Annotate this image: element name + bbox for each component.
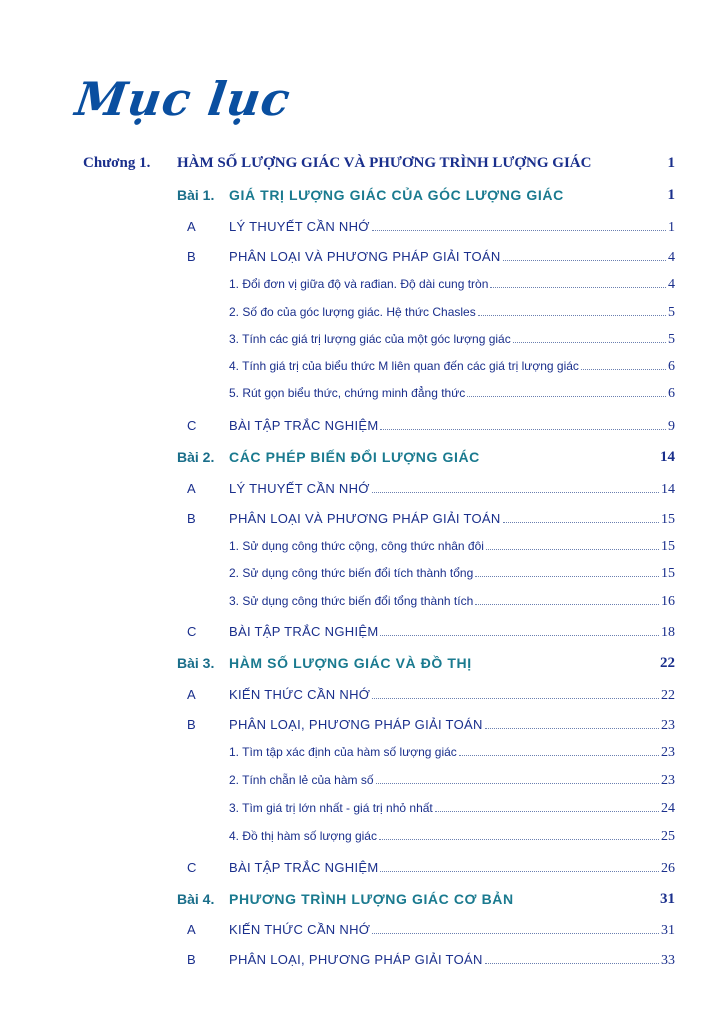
lesson-label: Bài 2.: [177, 449, 215, 465]
section-letter: A: [187, 922, 196, 937]
subsection-page[interactable]: 5: [668, 305, 675, 320]
section-title[interactable]: LÝ THUYẾT CẦN NHỚ: [229, 219, 370, 234]
dot-leader: [485, 728, 659, 729]
dot-leader: [372, 230, 666, 231]
lesson-page[interactable]: 31: [660, 891, 675, 907]
section-row[interactable]: [229, 624, 675, 641]
section-letter: B: [187, 952, 196, 967]
section-row[interactable]: [229, 952, 675, 969]
dot-leader: [376, 783, 659, 784]
subsection-title[interactable]: 3. Tính các giá trị lượng giác của một góc lượng giác: [229, 332, 511, 346]
section-row[interactable]: [229, 418, 675, 435]
section-title[interactable]: PHÂN LOẠI, PHƯƠNG PHÁP GIẢI TOÁN: [229, 717, 483, 732]
dot-leader: [486, 549, 659, 550]
section-row[interactable]: [229, 219, 675, 236]
section-letter: C: [187, 860, 197, 875]
lesson-page[interactable]: 1: [667, 187, 675, 203]
section-page[interactable]: 33: [661, 953, 675, 968]
subsection-page[interactable]: 4: [668, 277, 675, 292]
section-page[interactable]: 9: [668, 419, 675, 434]
subsection-page[interactable]: 6: [668, 359, 675, 374]
section-title[interactable]: PHÂN LOẠI VÀ PHƯƠNG PHÁP GIẢI TOÁN: [229, 511, 501, 526]
lesson-label: Bài 1.: [177, 187, 215, 203]
section-row[interactable]: [229, 860, 675, 877]
section-title[interactable]: BÀI TẬP TRẮC NGHIỆM: [229, 624, 379, 639]
section-letter: B: [187, 511, 196, 526]
subsection-row[interactable]: [229, 745, 675, 761]
dot-leader: [380, 871, 659, 872]
dot-leader: [581, 369, 666, 370]
section-letter: A: [187, 219, 196, 234]
subsection-page[interactable]: 25: [661, 829, 675, 844]
subsection-page[interactable]: 24: [661, 801, 675, 816]
section-row[interactable]: [229, 249, 675, 266]
subsection-row[interactable]: [229, 594, 675, 610]
subsection-row[interactable]: [229, 539, 675, 555]
subsection-title[interactable]: 1. Sử dụng công thức cộng, công thức nhân đôi: [229, 539, 484, 553]
subsection-title[interactable]: 2. Số đo của góc lượng giác. Hệ thức Chasles: [229, 305, 476, 319]
subsection-row[interactable]: [229, 566, 675, 582]
section-letter: B: [187, 249, 196, 264]
subsection-title[interactable]: 1. Tìm tập xác định của hàm số lượng giác: [229, 745, 457, 759]
subsection-title[interactable]: 2. Sử dụng công thức biến đổi tích thành tổng: [229, 566, 474, 580]
section-row[interactable]: [229, 922, 675, 939]
subsection-title[interactable]: 4. Đồ thị hàm số lượng giác: [229, 829, 377, 843]
subsection-row[interactable]: [229, 829, 675, 845]
section-letter: C: [187, 418, 197, 433]
lesson-title[interactable]: HÀM SỐ LƯỢNG GIÁC VÀ ĐỒ THỊ: [229, 655, 472, 671]
section-title[interactable]: KIẾN THỨC CẦN NHỚ: [229, 922, 371, 937]
subsection-row[interactable]: [229, 773, 675, 789]
dot-leader: [475, 604, 659, 605]
section-row[interactable]: [229, 687, 675, 704]
chapter-page[interactable]: 1: [667, 155, 675, 171]
section-page[interactable]: 18: [661, 625, 675, 640]
section-page[interactable]: 23: [661, 718, 675, 733]
subsection-page[interactable]: 6: [668, 386, 675, 401]
subsection-page[interactable]: 15: [661, 539, 675, 554]
section-title[interactable]: KIẾN THỨC CẦN NHỚ: [229, 687, 371, 702]
subsection-title[interactable]: 5. Rút gọn biểu thức, chứng minh đẳng thức: [229, 386, 466, 400]
chapter-label: Chương 1.: [83, 155, 151, 171]
subsection-title[interactable]: 3. Sử dụng công thức biến đổi tổng thành tích: [229, 594, 474, 608]
section-page[interactable]: 1: [668, 220, 675, 235]
dot-leader: [372, 698, 659, 699]
dot-leader: [503, 522, 659, 523]
dot-leader: [513, 342, 666, 343]
chapter-title[interactable]: HÀM SỐ LƯỢNG GIÁC VÀ PHƯƠNG TRÌNH LƯỢNG GIÁC: [177, 155, 592, 171]
section-page[interactable]: 26: [661, 861, 675, 876]
section-row[interactable]: [229, 717, 675, 734]
dot-leader: [459, 755, 659, 756]
lesson-label: Bài 4.: [177, 891, 215, 907]
dot-leader: [380, 429, 666, 430]
section-letter: A: [187, 687, 196, 702]
section-page[interactable]: 31: [661, 923, 675, 938]
subsection-row[interactable]: [229, 305, 675, 321]
section-title[interactable]: LÝ THUYẾT CẦN NHỚ: [229, 481, 370, 496]
dot-leader: [379, 839, 659, 840]
dot-leader: [485, 963, 659, 964]
subsection-title[interactable]: 2. Tính chẵn lẻ của hàm số: [229, 773, 374, 787]
dot-leader: [490, 287, 666, 288]
subsection-title[interactable]: 3. Tìm giá trị lớn nhất - giá trị nhỏ nhất: [229, 801, 433, 815]
section-row[interactable]: [229, 511, 675, 528]
lesson-title[interactable]: CÁC PHÉP BIẾN ĐỔI LƯỢNG GIÁC: [229, 449, 480, 465]
section-row[interactable]: [229, 481, 675, 498]
section-page[interactable]: 4: [668, 250, 675, 265]
lesson-page[interactable]: 22: [660, 655, 675, 671]
subsection-row[interactable]: [229, 332, 675, 348]
lesson-title[interactable]: PHƯƠNG TRÌNH LƯỢNG GIÁC CƠ BẢN: [229, 891, 514, 907]
lesson-title[interactable]: GIÁ TRỊ LƯỢNG GIÁC CỦA GÓC LƯỢNG GIÁC: [229, 187, 564, 203]
section-letter: C: [187, 624, 197, 639]
subsection-page[interactable]: 5: [668, 332, 675, 347]
section-title[interactable]: BÀI TẬP TRẮC NGHIỆM: [229, 418, 379, 433]
lesson-page[interactable]: 14: [660, 449, 675, 465]
page-title: Mục lục: [72, 72, 295, 126]
dot-leader: [380, 635, 659, 636]
section-title[interactable]: PHÂN LOẠI, PHƯƠNG PHÁP GIẢI TOÁN: [229, 952, 483, 967]
subsection-row[interactable]: [229, 359, 675, 375]
lesson-label: Bài 3.: [177, 655, 215, 671]
dot-leader: [435, 811, 659, 812]
section-title[interactable]: BÀI TẬP TRẮC NGHIỆM: [229, 860, 379, 875]
dot-leader: [467, 396, 666, 397]
section-letter: A: [187, 481, 196, 496]
section-page[interactable]: 22: [661, 688, 675, 703]
subsection-title[interactable]: 4. Tính giá trị của biểu thức M liên quan đến các giá trị lượng giác: [229, 359, 579, 373]
section-title[interactable]: PHÂN LOẠI VÀ PHƯƠNG PHÁP GIẢI TOÁN: [229, 249, 501, 264]
section-page[interactable]: 15: [661, 512, 675, 527]
subsection-row[interactable]: [229, 277, 675, 293]
subsection-title[interactable]: 1. Đổi đơn vị giữa độ và rađian. Độ dài cung tròn: [229, 277, 489, 291]
section-page[interactable]: 14: [661, 482, 675, 497]
dot-leader: [503, 260, 666, 261]
subsection-page[interactable]: 23: [661, 773, 675, 788]
subsection-page[interactable]: 15: [661, 566, 675, 581]
subsection-row[interactable]: [229, 801, 675, 817]
section-letter: B: [187, 717, 196, 732]
dot-leader: [372, 492, 659, 493]
subsection-row[interactable]: [229, 386, 675, 402]
dot-leader: [478, 315, 666, 316]
dot-leader: [475, 576, 659, 577]
subsection-page[interactable]: 23: [661, 745, 675, 760]
dot-leader: [372, 933, 659, 934]
subsection-page[interactable]: 16: [661, 594, 675, 609]
